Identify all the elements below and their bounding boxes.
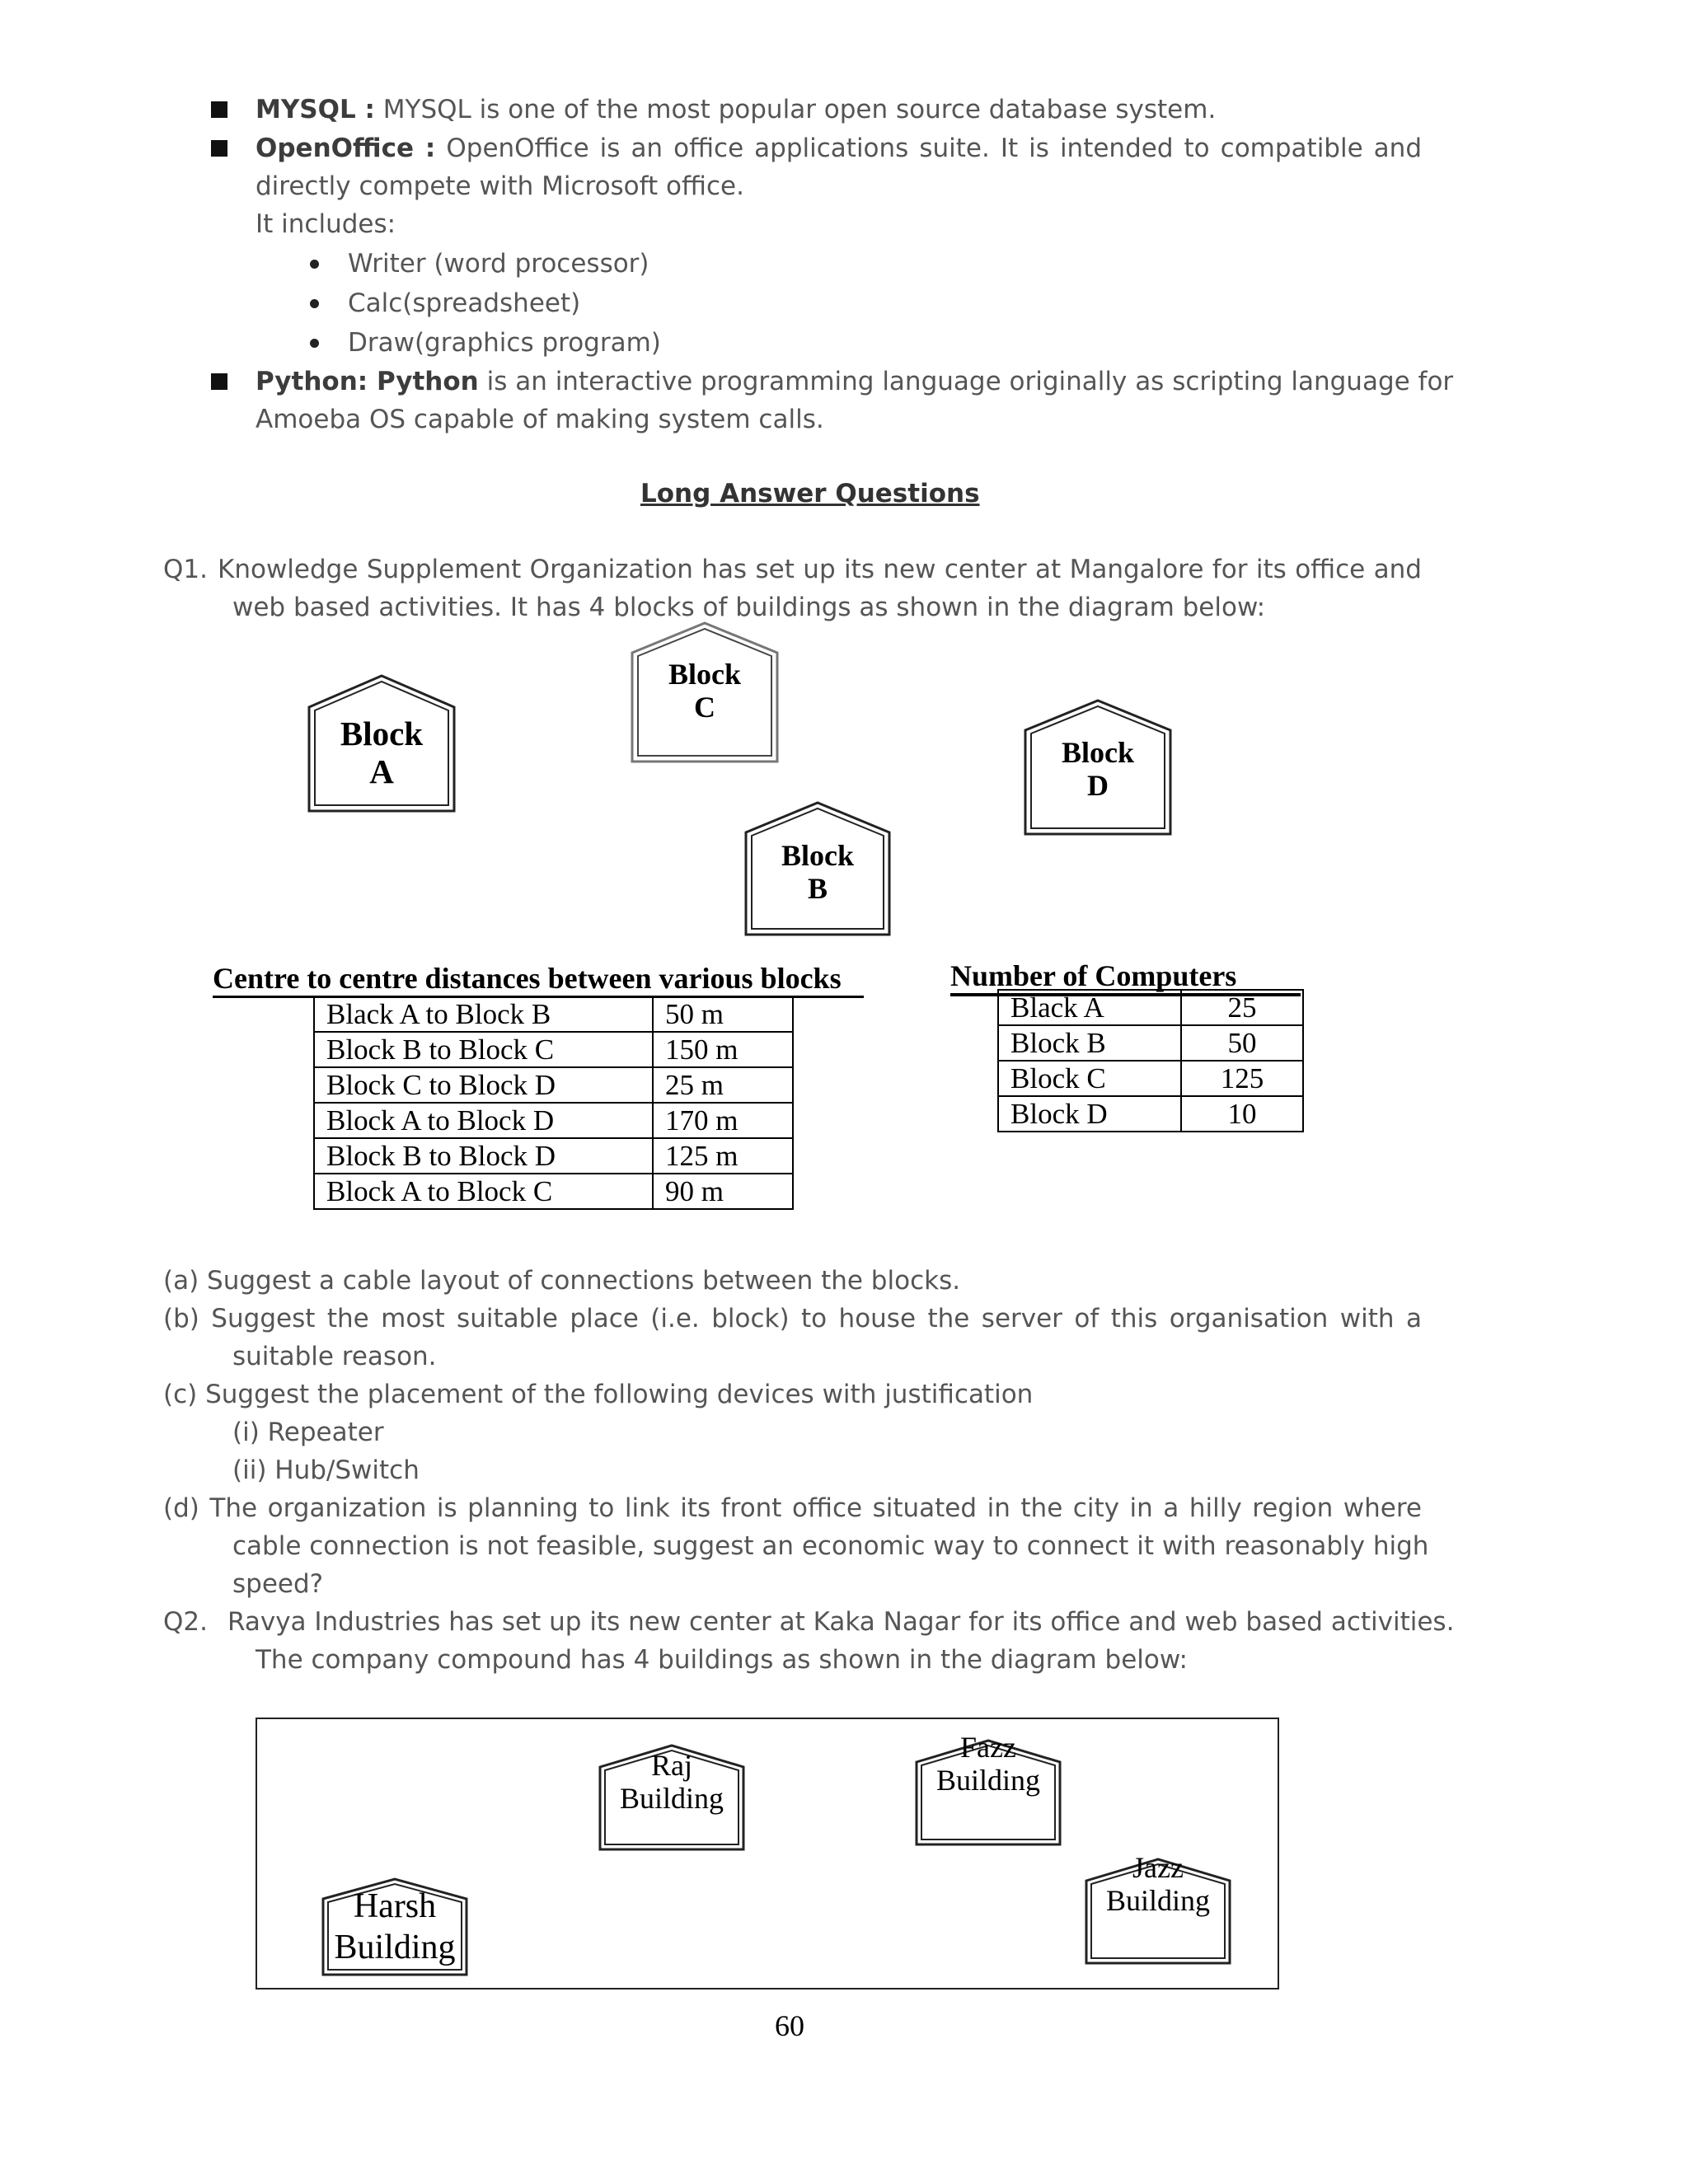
q1-part-b-line1: (b) Suggest the most suitable place (i.e. block) to house the server of this organisation with a [163,1304,1422,1333]
raj-building [598,1744,745,1851]
distance-pair: Black A to Block B [314,996,653,1032]
distance-value: 170 m [653,1103,793,1138]
q1-part-d-line1: (d) The organization is planning to link its front office situated in the city in a hilly region where [163,1493,1422,1523]
table-row [314,1067,793,1103]
bullet-openoffice-line2: directly compete with Microsoft office. [256,171,744,201]
bullet-square-icon [211,101,227,118]
block-b-building [744,801,891,936]
computer-block: Block B [998,1025,1181,1061]
distance-pair: Block B to Block C [314,1032,653,1067]
bullet-python-line2: Amoeba OS capable of making system calls. [256,405,824,434]
q1-part-c-ii: (ii) Hub/Switch [232,1455,420,1485]
bullet-dot-icon [310,339,319,348]
block-a-label-line1: Block [340,715,424,752]
jazz-label-line2: Building [1105,1884,1211,1918]
block-d-label [1024,736,1172,803]
table-row [314,1138,793,1174]
term-mysql: MYSQL : [256,95,375,124]
text-mysql: MYSQL is one of the most popular open source database system. [382,95,1217,124]
page-number: 60 [775,2009,804,2042]
fazz-label-line2: Building [935,1764,1041,1797]
distance-heading [213,961,864,998]
bullet-square-icon [211,140,227,157]
table-row [314,996,793,1032]
bullet-square-icon [211,373,227,390]
computers-heading-text: Number of Computers [950,959,1237,992]
sub-item-writer: Writer (word processor) [348,249,649,279]
fazz-label-line1: Fazz [960,1731,1016,1764]
block-a-building [307,674,456,813]
jazz-label-line1: Jazz [1132,1851,1184,1884]
block-b-label [744,839,891,906]
sub-item-calc: Calc(spreadsheet) [348,288,581,318]
distance-value: 125 m [653,1138,793,1174]
distance-value: 25 m [653,1067,793,1103]
q2-number: Q2. [163,1607,208,1637]
block-b-label-line1: Block [781,839,854,872]
block-c-label-line1: Block [668,658,741,691]
block-d-label-line2: D [1087,769,1109,803]
q1-part-d-line2: cable connection is not feasible, suggest an economic way to connect it with reasonably high [232,1531,1429,1561]
q1-part-d-line3: speed? [232,1569,324,1599]
computer-count: 10 [1181,1096,1303,1132]
bullet-dot-icon [310,260,319,269]
computer-count: 125 [1181,1061,1303,1096]
table-row [998,990,1303,1025]
table-row [314,1174,793,1209]
distance-value: 50 m [653,996,793,1032]
harsh-building [321,1877,468,1976]
q2-line1: Ravya Industries has set up its new center at Kaka Nagar for its office and web based activities. [227,1607,1455,1637]
raj-label-line2: Building [619,1782,724,1816]
distance-value: 90 m [653,1174,793,1209]
block-c-label-line2: C [694,691,715,724]
distance-pair: Block A to Block D [314,1103,653,1138]
q1-part-c-i: (i) Repeater [232,1418,384,1447]
distance-table [313,996,794,1210]
text-python-1: is an interactive programming language originally as scripting language for [486,367,1454,396]
table-row [998,1025,1303,1061]
distance-heading-text: Centre to centre distances between various blocks [213,962,842,995]
harsh-building-label [321,1886,468,1968]
block-c-building [631,621,779,763]
distance-pair: Block A to Block C [314,1174,653,1209]
bullet-python-line1 [256,367,1454,396]
block-a-label [307,715,456,791]
computer-block: Black A [998,990,1181,1025]
sub-item-draw: Draw(graphics program) [348,328,661,358]
computer-count: 50 [1181,1025,1303,1061]
block-b-label-line2: B [807,872,828,906]
includes-label: It includes: [256,209,396,239]
computer-count: 25 [1181,990,1303,1025]
raj-label-line1: Raj [651,1749,692,1782]
block-a-label-line2: A [369,752,394,790]
jazz-building-label [1085,1851,1231,1918]
computer-block: Block D [998,1096,1181,1132]
q2-line2: The company compound has 4 buildings as shown in the diagram below: [256,1645,1188,1675]
harsh-label-line1: Harsh [353,1887,437,1925]
bullet-mysql [256,95,1216,124]
block-c-label [631,658,779,724]
term-python: Python: Python [256,367,479,396]
table-row [314,1032,793,1067]
q1-part-a: (a) Suggest a cable layout of connections between the blocks. [163,1266,961,1296]
distance-pair: Block C to Block D [314,1067,653,1103]
block-d-label-line1: Block [1061,736,1134,769]
computer-block: Block C [998,1061,1181,1096]
harsh-label-line2: Building [334,1929,456,1966]
fazz-building-label [915,1731,1062,1797]
fazz-building [915,1731,1062,1846]
bullet-dot-icon [310,299,319,308]
distance-pair: Block B to Block D [314,1138,653,1174]
q1-line2: web based activities. It has 4 blocks of buildings as shown in the diagram below: [232,593,1266,622]
section-title: Long Answer Questions [640,479,980,509]
distance-value: 150 m [653,1032,793,1067]
jazz-building [1085,1851,1231,1965]
q1-line1: Knowledge Supplement Organization has set up its new center at Mangalore for its office and [218,555,1422,584]
bullet-openoffice-line1 [256,134,1422,163]
q1-part-c: (c) Suggest the placement of the following devices with justification [163,1380,1034,1409]
term-openoffice: OpenOffice : [256,134,436,163]
table-row [314,1103,793,1138]
q1-part-b-line2: suitable reason. [232,1342,437,1371]
text-openoffice-1: OpenOffice is an office applications suite. It is intended to compatible and [446,134,1423,163]
table-row [998,1096,1303,1132]
computers-table [997,989,1304,1132]
raj-building-label [598,1749,745,1816]
table-row [998,1061,1303,1096]
q1-number: Q1. [163,555,208,584]
block-d-building [1024,699,1172,836]
